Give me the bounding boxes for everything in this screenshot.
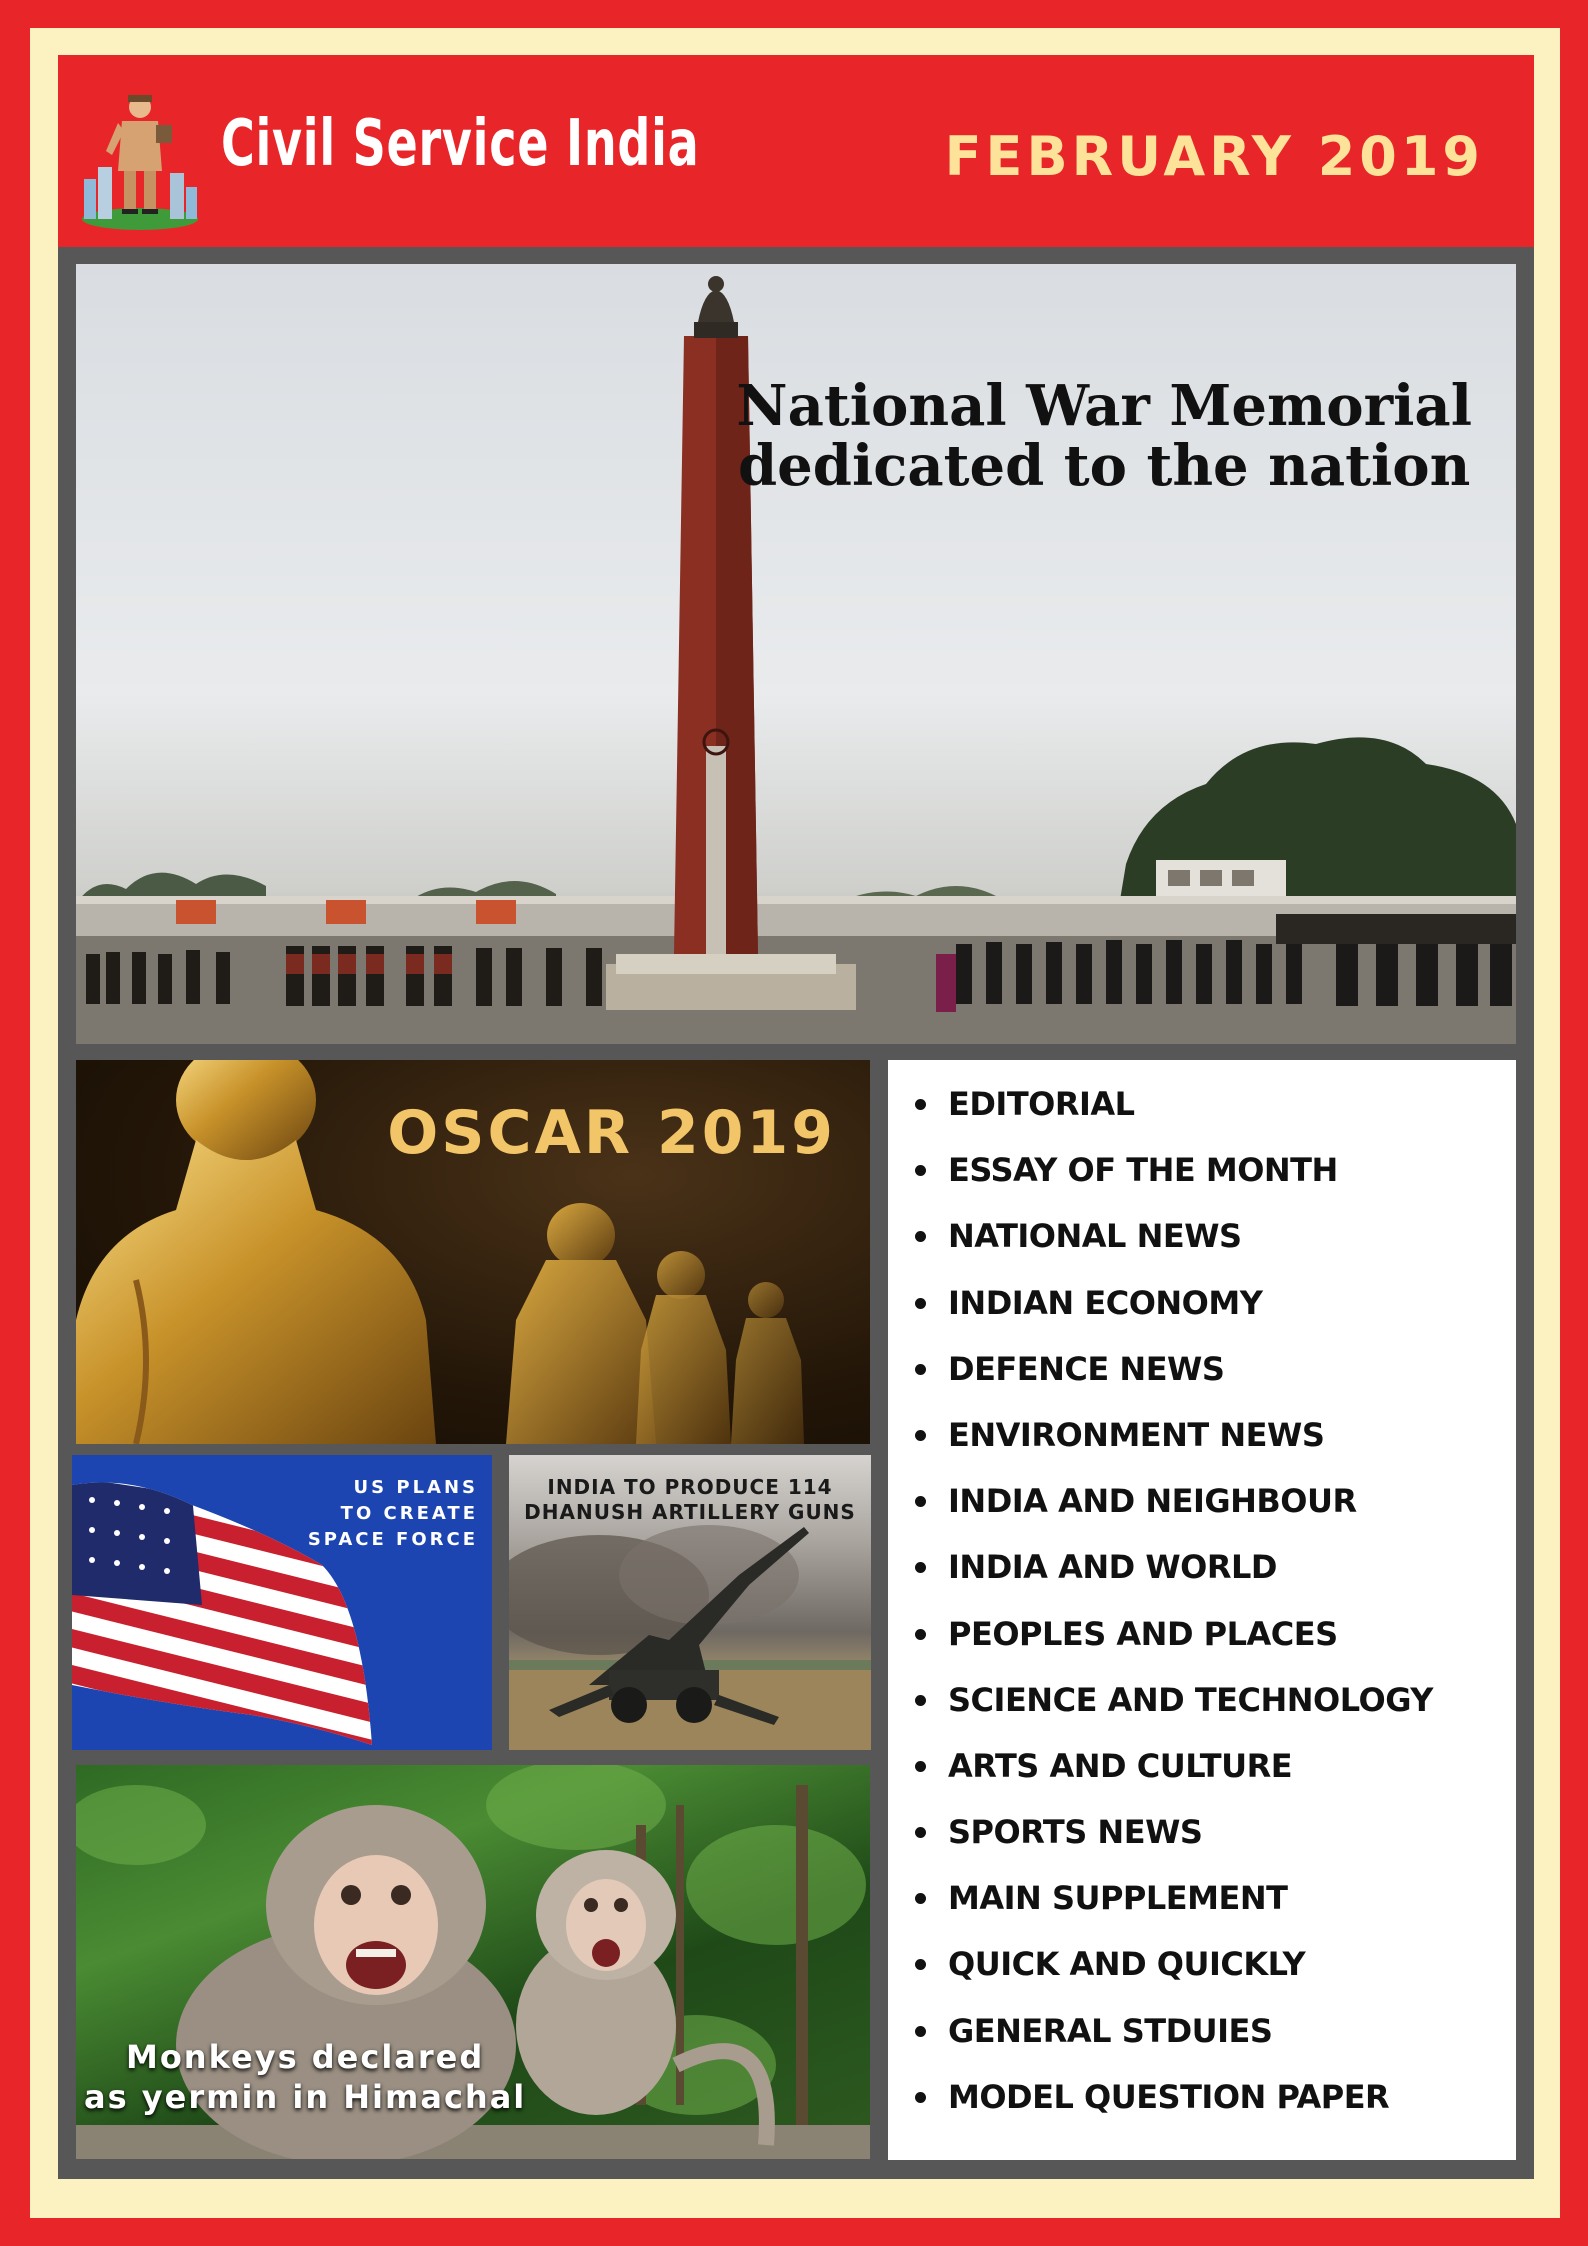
us-space-force-caption [308, 1475, 478, 1553]
dhanush-caption-line1: INDIA TO PRODUCE 114 [547, 1475, 833, 1499]
contents-item: INDIA AND NEIGHBOUR [912, 1481, 1516, 1547]
oscar-photo [76, 1060, 870, 1444]
contents-item: INDIAN ECONOMY [912, 1283, 1516, 1349]
us-caption-line2: TO CREATE [340, 1503, 478, 1524]
dhanush-artillery-photo [509, 1455, 871, 1750]
contents-item: SPORTS NEWS [912, 1812, 1516, 1878]
contents-item: ENVIRONMENT NEWS [912, 1415, 1516, 1481]
contents-item: NATIONAL NEWS [912, 1216, 1516, 1282]
contents-list [888, 1060, 1516, 2143]
issue-date: FEBRUARY 2019 [944, 125, 1484, 188]
brand-name: Civil Service India [221, 107, 700, 181]
contents-item: QUICK AND QUICKLY [912, 1944, 1516, 2010]
monkeys-caption-line2: as yermin in Himachal [84, 2078, 527, 2116]
war-memorial-photo [76, 264, 1516, 1044]
contents-item: SCIENCE AND TECHNOLOGY [912, 1680, 1516, 1746]
contents-item: PEOPLES AND PLACES [912, 1614, 1516, 1680]
contents-list-panel [888, 1060, 1516, 2160]
hero-headline-line1: National War Memorial [736, 373, 1472, 439]
us-caption-line3: SPACE FORCE [307, 1529, 478, 1550]
contents-item: INDIA AND WORLD [912, 1547, 1516, 1613]
contents-item: MODEL QUESTION PAPER [912, 2077, 1516, 2143]
dhanush-caption [509, 1475, 871, 1525]
monkeys-caption [84, 2037, 526, 2117]
dhanush-caption-line2: DHANUSH ARTILLERY GUNS [524, 1500, 856, 1524]
monkeys-photo [76, 1765, 870, 2159]
contents-item: GENERAL STDUIES [912, 2011, 1516, 2077]
hero-headline-line2: dedicated to the nation [738, 433, 1471, 499]
civil-servant-logo-icon [78, 91, 203, 231]
contents-item: ESSAY OF THE MONTH [912, 1150, 1516, 1216]
us-caption-line1: US PLANS [353, 1477, 478, 1498]
contents-item: MAIN SUPPLEMENT [912, 1878, 1516, 1944]
hero-headline [736, 373, 1472, 499]
contents-item: DEFENCE NEWS [912, 1349, 1516, 1415]
masthead [58, 55, 1534, 247]
content-frame [58, 247, 1534, 2179]
contents-item: EDITORIAL [912, 1084, 1516, 1150]
us-space-force-photo [72, 1455, 492, 1750]
contents-item: ARTS AND CULTURE [912, 1746, 1516, 1812]
oscar-headline: OSCAR 2019 [387, 1098, 836, 1168]
monkeys-caption-line1: Monkeys declared [125, 2038, 485, 2076]
